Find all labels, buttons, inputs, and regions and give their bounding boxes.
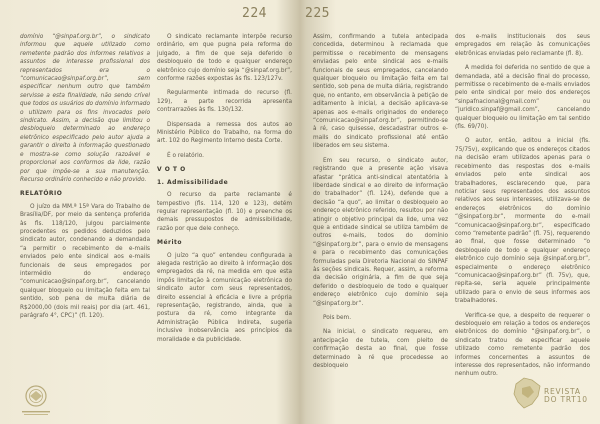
- paragraph: Em seu recurso, o sindicato autor, registrando que a presente ação visava afastar “prática anti-sindical atentatória à liberdade sindical e ao direito de informação do trabalhador” (fl. 124), defende que a decisão “a quo”, ao limitar o desbloqueio ao endereço eletrônico referido, resultou por não atingir o objetivo principal da lide, uma vez que a entidade sindical se utiliza também de outros e-mails, todos do domínio “@sinpaf.org.br”, para o envio de mensagens e para o recebimento das comunicações formuladas pela Diretoria Nacional do SINPAF às seções sindicais. Requer, assim, a reforma da decisão originária, a fim de que seja deferido o desbloqueio de todo e qualquer endereço eletrônico cujo domínio seja “@sinpaf.org.br”.: [313, 157, 448, 307]
- paragraph: É o relatório.: [167, 152, 204, 159]
- paragraph: O autor, então, aditou a inicial (fls. 75/75v), explicando que os endereços citados na decisão eram utilizados apenas para o recebimento das respostas dos e-mails enviados pelo ente sindical aos trabalhadores, esclarecendo que, para noticiar seus representados dos assuntos relativos aos seus interesses, utilizava-se de endereços eletrônicos do domínio “@sinpaf.org.br”, mormente do e-mail “comunicacao@sinpaf.org.br”, especificado como “remetente padrão” (fl. 75), requerendo ao final, que fosse determinado “o desbloqueio de todo e qualquer endereço eletrônico cujo domínio seja @sinpaf.org.br”, especialmente o endereço eletrônico “comunicacao@sinpaf.org.br” (fl. 75v), que, repita-se, seria aquele principalmente utilizado para o envio de seus informes aos trabalhadores.: [455, 138, 590, 305]
- page-number-right: 225: [305, 6, 330, 21]
- paragraph: Na inicial, o sindicato requereu, em antecipação de tutela, com pleito de confirmação desta ao final, que fosse determinado à ré que procedesse ao desbloqueio: [313, 329, 448, 370]
- paragraph: Regularmente intimada do recurso (fl. 129), a parte recorrida apresenta contrarrazões às fls. 130/132.: [157, 90, 292, 114]
- paragraph: dos e-mails institucionais dos seus empregados em relação às comunicações eletrônicas enviadas pelo reclamante (fl. 8).: [455, 34, 590, 57]
- paragraph: A medida foi deferida no sentido de que a demandada, até a decisão final do processo, permitisse o recebimento de e-mails enviados pelo ente sindical por meio dos endereços “sinpafnacional@gmail.com” ou “juridico.sinpaf@gmail.com”, cancelando qualquer bloqueio ou limitação em tal sentido (fls. 69/70).: [455, 65, 590, 131]
- column-left-1: [20, 33, 150, 326]
- paragraph: Pois bem.: [323, 315, 352, 321]
- column-right-1: [313, 33, 448, 376]
- section-heading: RELATÓRIO: [20, 190, 63, 198]
- paragraph: O juízo “a quo” entendeu configurada a alegada restrição ao direito à informação dos empregados da ré, na medida em que esta impôs limitação à comunicação eletrônica do sindicato autor com seus representados, direito essencial à eficácia e livre a própria representação, registrando, ainda, que a postura da ré, como integrante da Administração Pública Indireta, sugeria inclusive inobservância aos princípios da moralidade e da publicidade.: [157, 252, 292, 343]
- paragraph: Dispensada a remessa dos autos ao Ministério Público do Trabalho, na forma do art. 102 do Regimento Interno desta Corte.: [157, 121, 292, 145]
- paragraph: Verifica-se que, a despeito de requerer o desbloqueio em relação a todos os endereços eletrônicos do domínio “@sinpaf.org.br”, o sindicato tratou de especificar aquele utilizado como remetente padrão dos informes concernentes a assuntos de interesse dos representados, não informando nenhum outro.: [455, 312, 590, 378]
- paragraph: domínio “@sinpaf.org.br”, o sindicato informou que aquele utilizado como remetente padrão dos informes relativos a assuntos de interesse profissional dos representados era o “comunicacao@sinpaf.org.br”, sem especificar nenhum outro que também servisse a esta finalidade, não sendo crível que todos os usuários do domínio informado o utilizem para os fins invocados pelo sindicato. Assim, a decisão que limitou o desbloqueio determinado ao endereço eletrônico especificado pelo autor ajuda a garantir o direito à informação questionado e mostra-se como solução razoável e proporcional aos conformos da lide, razão por que impõe-se a sua manutenção. Recurso ordinário conhecido e não provido.: [20, 34, 150, 183]
- journal-name-line1: REVISTA: [544, 387, 581, 396]
- page-number-left: 224: [242, 6, 267, 21]
- column-right-2: [455, 33, 590, 385]
- paragraph: O juízo da MM.ª 15ª Vara do Trabalho de Brasília/DF, por meio da sentença proferida às fls. 118/120, julgou parcialmente procedentes os pedidos deduzidos pelo sindicato autor, condenando a demandada “a permitir o recebimento de e-mails enviados pelo ente sindical aos e-mails funcionais de seus empregados por intermédio do endereço “comunicacao@sinpaf.org.br”, cancelando qualquer bloqueio ou limitação feita em tal sentido, sob pena de multa diária de R$2000,00 (dois mil reais) por dia (art. 461, parágrafo 4°, CPC)” (fl. 120).: [20, 203, 150, 319]
- school-emblem-icon: [16, 383, 56, 417]
- section-heading: Mérito: [157, 239, 183, 247]
- section-heading: V O T O: [157, 166, 186, 174]
- journal-logo: [510, 372, 588, 416]
- paragraph: O sindicato reclamante interpõe recurso ordinário, em que pugna pela reforma do julgado, a fim de que seja deferido o desbloqueio de todo e qualquer endereço eletrônico cujo domínio seja “@sinpaf.org.br”, conforme razões expostas às fls. 123/127v.: [157, 34, 292, 83]
- map-emblem-icon: [510, 374, 544, 414]
- school-logo: [16, 383, 56, 417]
- column-left-2: [157, 33, 292, 350]
- journal-name-line2: DO TRT10: [544, 395, 588, 404]
- paragraph: O recurso da parte reclamante é tempestivo (fls. 114, 120 e 123), detém regular representação (fl. 10) e preenche os demais pressupostos de admissibilidade, razão por que dele conheço.: [157, 192, 292, 232]
- section-heading: 1. Admissibilidade: [157, 178, 229, 186]
- paragraph: Assim, confirmando a tutela antecipada concedida, determinou à reclamada que permitisse o recebimento de mensagens enviadas pelo ente sindical aos e-mails funcionais de seus empregados, cancelando qualquer bloqueio ou limitação feita em tal sentido, sob pena de multa diária, registrando que, no entanto, em observância à petição de aditamento à inicial, a decisão aplicava-se apenas aos e-mails originados do endereço “comunicacao@sinpaf.org.br”, permitindo-se à ré, caso quisesse, descadastrar outros e-mails do sindicato profissional até então liberados em seu sistema.: [313, 34, 448, 150]
